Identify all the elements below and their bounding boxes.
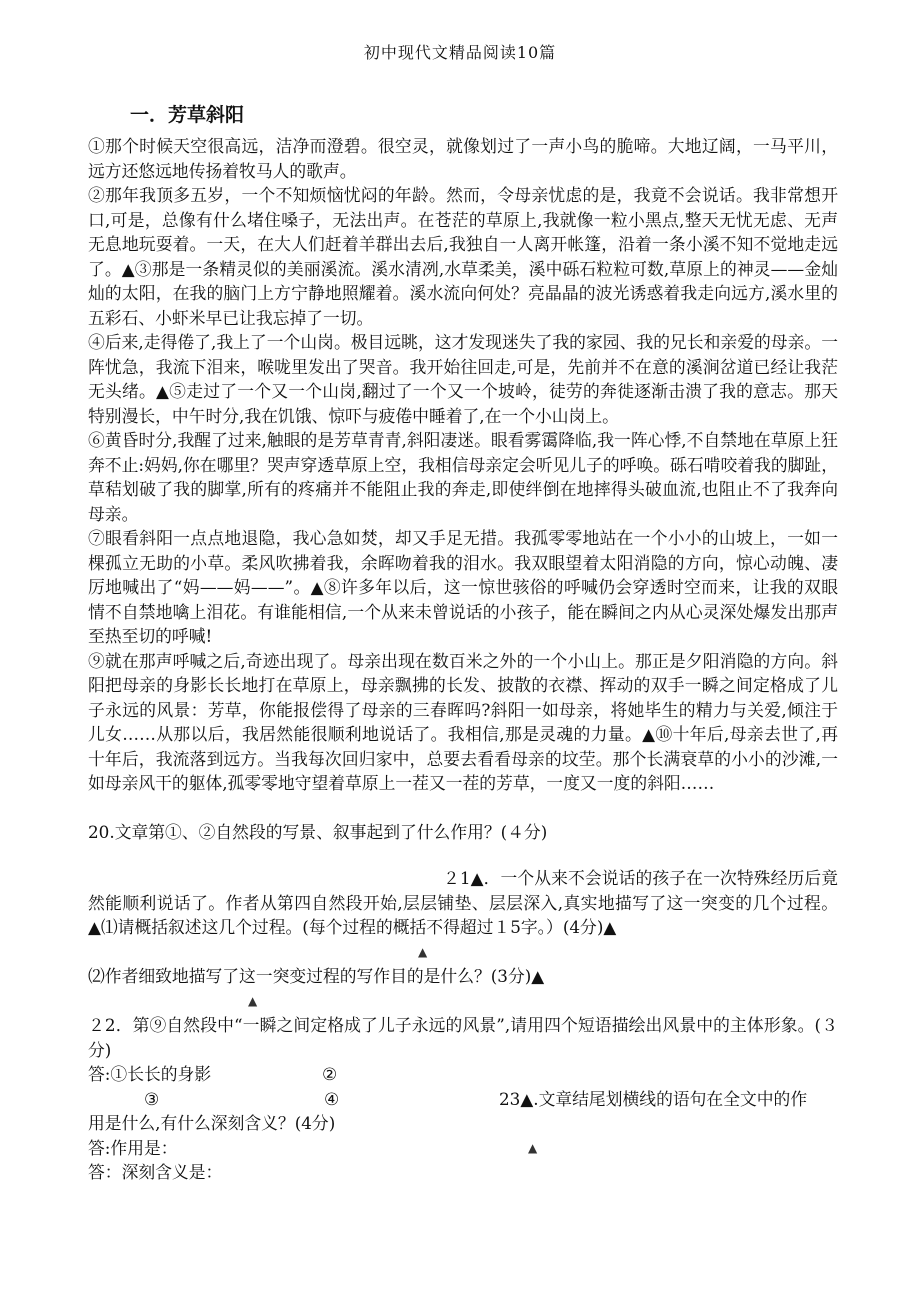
answer-1: 答:①长长的身影: [88, 1064, 212, 1084]
answer-23-meaning: 答：深刻含义是：: [88, 1162, 223, 1182]
anchor-mark: ▲: [528, 1140, 538, 1155]
section-title: 一．芳草斜阳: [130, 104, 245, 126]
question-21: ２1▲．一个从来不会说话的孩子在一次特殊经历后竟然能顺利说话了。作者从第四自然段开始,层层铺垫、层层深入,真实地描写了这一突变的几个过程。▲⑴请概括叙述这几个过程。(每个过程的概括不得超过１5字。）(4分)▲: [88, 868, 838, 937]
paragraph-7: ⑦眼看斜阳一点点地退隐，我心急如焚，却又手足无措。我孤零零地站在一个小小的山坡上，一如一棵孤立无助的小草。柔风吹拂着我，余晖吻着我的泪水。我双眼望着太阳消隐的方向，惊心动魄、凄厉地喊出了“妈——妈——”。▲⑧许多年以后，这一惊世骇俗的呼喊仍会穿透时空而来，让我的双眼情不自禁地噙上泪花。有谁能相信,一个从来未曾说话的小孩子，能在瞬间之内从心灵深处爆发出那声至热至切的呼喊!: [88, 528, 838, 646]
paragraph-9: ⑨就在那声呼喊之后,奇迹出现了。母亲出现在数百米之外的一个小山上。那正是夕阳消隐的方向。斜阳把母亲的身影长长地打在草原上，母亲飘拂的长发、披散的衣襟、挥动的双手一瞬之间定格成了儿子永远的风景：芳草，你能报偿得了母亲的三春晖吗?斜阳一如母亲，将她毕生的精力与关爱,倾注于儿女……从那以后，我居然能很顺利地说话了。我相信,那是灵魂的力量。▲⑩十年后,母亲去世了,再十年后，我流落到远方。当我每次回归家中，总要去看看母亲的坟茔。那个长满衰草的小小的沙滩,一如母亲风干的躯体,孤零零地守望着草原上一茬又一茬的芳草，一度又一度的斜阳……: [88, 650, 838, 793]
article-body: [88, 134, 838, 1185]
answer-blank-4: ④: [324, 1088, 340, 1109]
answer-row-2: [88, 1087, 838, 1112]
answer-23-row: [88, 1136, 838, 1161]
answer-blank-2: ②: [322, 1064, 338, 1084]
anchor-mark: ▲: [418, 944, 428, 959]
answer-blank-3: ③: [144, 1088, 160, 1109]
page-header: 初中现代文精品阅读10篇: [363, 43, 557, 62]
answer-row-1: [88, 1062, 838, 1087]
answer-23-function: 答:作用是：: [88, 1137, 178, 1158]
question-23: 23▲.文章结尾划横线的语句在全文中的作: [499, 1088, 808, 1109]
paragraph-2: ②那年我顶多五岁，一个不知烦恼忧闷的年龄。然而，令母亲忧虑的是，我竟不会说话。我非常想开口,可是，总像有什么堵住嗓子，无法出声。在苍茫的草原上,我就像一粒小黑点,整天无忧无虑、无声无息地玩耍着。一天，在大人们赶着羊群出去后,我独自一人离开帐篷，沿着一条小溪不知不觉地走远了。▲③那是一条精灵似的美丽溪流。溪水清冽,水草柔美，溪中砾石粒粒可数,草原上的神灵——金灿灿的太阳，在我的脑门上方宁静地照耀着。溪水流向何处？亮晶晶的波光诱惑着我走向远方,溪水里的五彩石、小虾米早已让我忘掉了一切。: [88, 185, 838, 328]
paragraph-4: ④后来,走得倦了,我上了一个山岗。极目远眺，这才发现迷失了我的家园、我的兄长和亲爱的母亲。一阵忧急，我流下泪来，喉咙里发出了哭音。我开始往回走,可是，先前并不在意的溪涧岔道已经让我茫无头绪。▲⑤走过了一个又一个山岗,翻过了一个又一个坡岭，徒劳的奔徙逐渐击溃了我的意志。那天特别漫长，中午时分,我在饥饿、惊吓与疲倦中睡着了,在一个小山岗上。: [88, 332, 838, 426]
question-21-part-2: ⑵作者细致地描写了这一突变过程的写作目的是什么？(3分)▲: [88, 966, 545, 986]
question-20: 20.文章第①、②自然段的写景、叙事起到了什么作用？(４分): [88, 821, 548, 842]
paragraph-1: ①那个时候天空很高远，洁净而澄碧。很空灵，就像划过了一声小鸟的脆啼。大地辽阔，一马平川，远方还悠远地传扬着牧马人的歌声。: [88, 136, 838, 181]
anchor-mark: ▲: [248, 993, 258, 1008]
paragraph-6: ⑥黄昏时分,我醒了过来,触眼的是芳草青青,斜阳凄迷。眼看雾霭降临,我一阵心悸,不自禁地在草原上狂奔不止:妈妈,你在哪里？哭声穿透草原上空，我相信母亲定会听见儿子的呼唤。砾石啃咬着我的脚趾，草秸划破了我的脚掌,所有的疼痛并不能阻止我的奔走,即使绊倒在地摔得头破血流,也阻止不了我奔向母亲。: [88, 430, 838, 524]
question-22: ２2．第⑨自然段中“一瞬之间定格成了儿子永远的风景”,请用四个短语描绘出风景中的主体形象。(３分): [88, 1015, 838, 1060]
question-23-cont: 用是什么,有什么深刻含义？(4分): [88, 1113, 336, 1133]
